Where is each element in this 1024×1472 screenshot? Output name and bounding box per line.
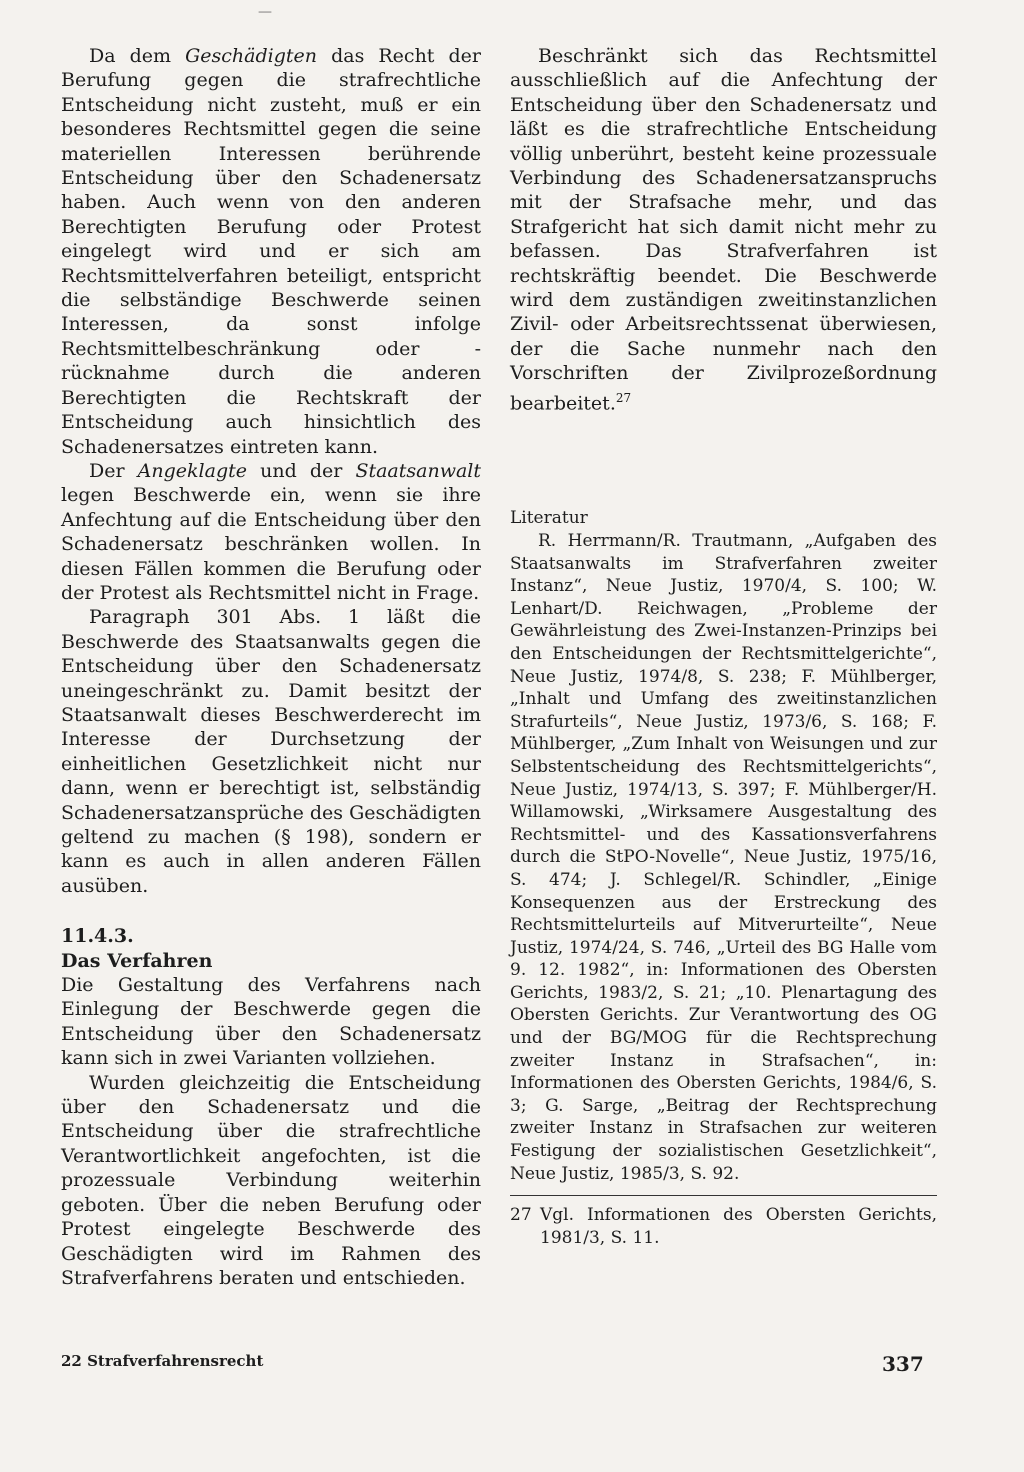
paragraph: Paragraph 301 Abs. 1 läßt die Beschwerde des Staatsanwalts gegen die Entscheidung über den Schadenersatz uneingeschränkt zu. Damit besitzt der Staatsanwalt dieses Beschwerderecht im Interesse der Durchsetzung der einheitlichen Gesetzlichkeit nicht nur dann, wenn er berechtigt ist, selbständig Schadenersatzansprüche des Geschädigten geltend zu machen (§ 198), sondern er kann es auch in allen anderen Fällen ausüben.	[61, 606, 481, 897]
footnote	[510, 1204, 937, 1249]
emphasis-term: Staatsanwalt	[355, 459, 481, 482]
paragraph: Wurden gleichzeitig die Entscheidung über den Schadenersatz und die Entscheidung über die strafrechtliche Verantwortlichkeit angefochten, ist die prozessuale Verbindung weiterhin geboten. Über die neben Berufung oder Protest eingelegte Beschwerde des Geschädigten wird im Rahmen des Strafverfahrens beraten und entschieden.	[61, 1071, 481, 1289]
section-title: Das Verfahren	[61, 949, 213, 972]
literature-block	[510, 507, 937, 1185]
section-heading	[61, 924, 481, 973]
literature-heading: Literatur	[510, 508, 588, 529]
footnote-divider	[510, 1195, 937, 1196]
paragraph: Die Gestaltung des Verfahrens nach Einlegung der Beschwerde gegen die Entscheidung über den Schadenersatz kann sich in zwei Varianten vollziehen.	[61, 974, 481, 1070]
page-number: 337	[882, 1352, 924, 1376]
footnote-text: Vgl. Informationen des Obersten Gerichts, 1981/3, S. 11.	[540, 1205, 937, 1248]
right-column	[510, 44, 937, 1249]
section-number: 11.4.3.	[61, 925, 134, 948]
scan-mark: —	[258, 4, 272, 20]
footnote-reference: 27	[615, 390, 632, 405]
paragraph-text: Der	[89, 459, 138, 482]
footer-signature: 22 Strafverfahrensrecht	[61, 1352, 264, 1370]
emphasis-term: Angeklagte	[137, 459, 247, 482]
footnote-number: 27	[510, 1205, 532, 1226]
paragraph-text: das Recht der Berufung gegen die strafrechtliche Entscheidung nicht zusteht, muß er ein besonderes Rechtsmittel gegen die seine materiellen Interessen berührende Entscheidung über den Schadenersatz haben. Auch wenn von den anderen Berechtigten Berufung oder Protest eingelegt wird und er sich am Rechtsmittelverfahren beteiligt, entspricht die selbständige Beschwerde seinen Interessen, da sonst infolge Rechtsmittelbeschränkung oder -rücknahme durch die anderen Berechtigten die Rechtskraft der Entscheidung auch hinsichtlich des Schadenersatzes eintreten kann.	[61, 45, 481, 458]
paragraph-text: Da dem	[89, 45, 186, 67]
literature-text: R. Herrmann/R. Trautmann, „Aufgaben des Staatsanwalts im Strafverfahren zweiter Instanz“, Neue Justiz, 1970/4, S. 100; W. Lenhart/D. Reichwagen, „Probleme der Gewährleistung des Zwei-Instanzen-Prinzips bei den Entscheidungen der Rechtsmittelgerichte“, Neue Justiz, 1974/8, S. 238; F. Mühlberger, „Inhalt und Umfang des zweitinstanzlichen Strafurteils“, Neue Justiz, 1973/6, S. 168; F. Mühlberger, „Zum Inhalt von Weisungen und zur Selbstentscheidung des Rechtsmittelgerichts“, Neue Justiz, 1974/13, S. 397; F. Mühlberger/H. Willamowski, „Wirksamere Ausgestaltung des Rechtsmittel- und des Kassationsverfahrens durch die StPO-Novelle“, Neue Justiz, 1975/16, S. 474; J. Schlegel/R. Schindler, „Einige Konsequenzen aus der Erstreckung des Rechtsmittelurteils auf Mitverurteilte“, Neue Justiz, 1974/24, S. 746, „Urteil des BG Halle vom 9. 12. 1982“, in: Informationen des Obersten Gerichts, 1983/2, S. 21; „10. Plenartagung des Obersten Gerichts. Zur Verantwortung des OG und der BG/MOG für die Rechtsprechung zweiter Instanz in Strafsachen“, in: Informationen des Obersten Gerichts, 1984/6, S. 3; G. Sarge, „Beitrag der Rechtsprechung zweiter Instanz in Strafsachen zur weiteren Festigung der sozialistischen Gesetzlichkeit“, Neue Justiz, 1985/3, S. 92.	[510, 531, 937, 1184]
left-column	[61, 44, 481, 1290]
paragraph-text: und der	[247, 459, 356, 482]
paragraph	[61, 459, 481, 605]
paragraph-text: Beschränkt sich das Rechtsmittel ausschließlich auf die Anfechtung der Entscheidung über den Schadenersatz und läßt es die strafrechtliche Entscheidung völlig unberührt, besteht keine prozessuale Verbindung des Schadenersatzanspruchs mit der Strafsache mehr, und das Strafgericht hat sich damit nicht mehr zu befassen. Das Strafverfahren ist rechtskräftig beendet. Die Beschwerde wird dem zuständigen zweitinstanzlichen Zivil- oder Arbeitsrechtssenat überwiesen, der die Sache nunmehr nach den Vorschriften der Zivilprozeßordnung bearbeitet.	[510, 45, 937, 415]
emphasis-term: Geschädigten	[185, 45, 318, 67]
paragraph-text: legen Beschwerde ein, wenn sie ihre Anfechtung auf die Entscheidung über den Schadenersatz beschränken wollen. In diesen Fällen kommen die Berufung oder der Protest als Rechtsmittel nicht in Frage.	[61, 484, 481, 604]
paragraph	[510, 44, 937, 415]
paragraph	[61, 44, 481, 459]
